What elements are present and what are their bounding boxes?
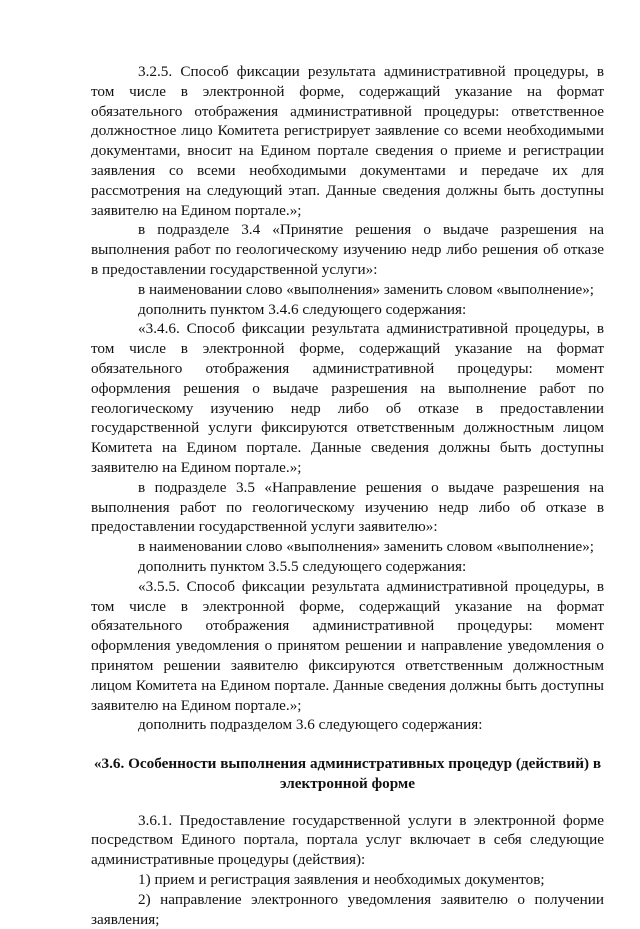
paragraph-3-4-6: «3.4.6. Способ фиксации результата административной процедуры, в том числе в электронной форме, содержащий указание на формат обязательного отображения административной процедуры: момент оформления решения о выдаче разрешения на выполнение работ по геологическому изучению недр либо об отказе в предоставлении государственной услуги фиксируются ответственным должностным лицом Комитета на Едином портале. Данные сведения должны быть доступны заявителю на Едином портале.»; — [91, 320, 604, 476]
list-item-2: 2) направление электронного уведомления заявителю о получении заявления; — [91, 890, 604, 928]
paragraph-3-6-1: 3.6.1. Предоставление государственной услуги в электронной форме посредством Единого портала, портала услуг включает в себя следующие административные процедуры (действия): — [91, 811, 604, 869]
paragraph-add-3-6: дополнить подразделом 3.6 следующего содержания: — [138, 716, 483, 734]
section-heading-3-6: «3.6. Особенности выполнения административных процедур (действий) в электронной форме — [93, 755, 602, 792]
paragraph-rename-3-4: в наименовании слово «выполнения» заменить словом «выполнение»; — [138, 280, 595, 298]
paragraph-3-5-5: «3.5.5. Способ фиксации результата административной процедуры, в том числе в электронной форме, содержащий указание на формат обязательного отображения административной процедуры: момент оформления уведомления о принятом решении и направление уведомления о принятом решении заявителю фиксируются ответственным должностным лицом Комитета на Едином портале. Данные сведения должны быть доступны заявителю на Едином портале.»; — [91, 577, 604, 714]
paragraph-rename-3-5: в наименовании слово «выполнения» заменить словом «выполнение»; — [138, 538, 595, 556]
paragraph-subsection-3-4: в подразделе 3.4 «Принятие решения о выдаче разрешения на выполнения работ по геологическому изучению недр либо решения об отказе в предоставлении государственной услуги»: — [91, 221, 604, 278]
paragraph-3-2-5: 3.2.5. Способ фиксации результата административной процедуры, в том числе в электронной форме, содержащий указание на формат обязательного отображения административной процедуры: ответственное должностное лицо Комитета регистрирует заявление со всеми необходимыми документами, вносит на Едином портале сведения о приеме и регистрации заявления со всеми необходимыми документами и передаче их для рассмотрения на следующий этап. Данные сведения должны быть доступны заявителю на Едином портале.»; — [91, 63, 604, 219]
document-page — [91, 62, 604, 929]
paragraph-add-3-5-5: дополнить пунктом 3.5.5 следующего содержания: — [138, 557, 467, 575]
paragraph-subsection-3-5: в подразделе 3.5 «Направление решения о выдаче разрешения на выполнения работ по геологическому изучению недр либо об отказе в предоставлении государственной услуги заявителю»: — [91, 478, 604, 536]
paragraph-add-3-4-6: дополнить пунктом 3.4.6 следующего содержания: — [138, 300, 467, 318]
list-item-1: 1) прием и регистрация заявления и необходимых документов; — [138, 871, 545, 889]
